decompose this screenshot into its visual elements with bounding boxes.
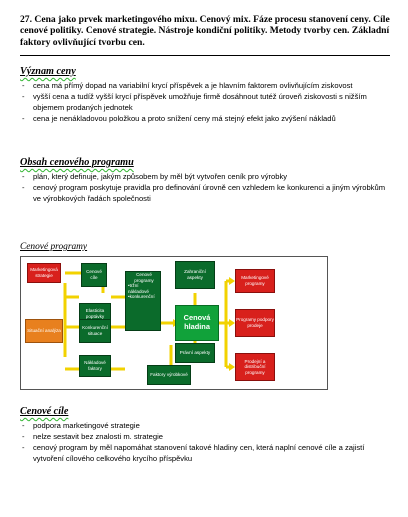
section-heading-vyznam: Význam ceny	[20, 66, 76, 77]
subheading-cenove-programy: Cenové programy	[20, 242, 88, 252]
list-item: - cena má přímý dopad na variabilní krycí příspěvek a je hlavním faktorem ovlivňujícím ziskovost	[20, 80, 392, 91]
box-konkurencni-situace: Konkurenční situace	[79, 319, 111, 343]
box-cenove-programy	[125, 271, 161, 331]
cp-item-trzni: •tržní	[128, 283, 139, 289]
box-situacni-analyza: Situační analýza	[25, 319, 63, 343]
box-marketingove-programy: Marketingové programy	[235, 269, 275, 293]
list-item: - nelze sestavit bez znalosti m. strategie	[20, 431, 392, 442]
title-divider	[20, 55, 390, 56]
box-cenove-cile: Cenové cíle	[81, 263, 107, 287]
list-vyznam	[20, 80, 392, 124]
box-marketingova-strategie: Marketingová strategie	[27, 263, 61, 283]
cp-item-konkurencni: •konkurenční	[128, 294, 155, 300]
section-heading-obsah: Obsah cenového programu	[20, 157, 134, 168]
box-pravni-aspekty: Právní aspekty	[175, 343, 215, 363]
section-heading-cile: Cenové cíle	[20, 406, 69, 417]
box-nakladove-faktory: Nákladové faktory	[79, 355, 111, 377]
list-item: - vyšší cena a tudíž vyšší krycí příspěvek umožňuje firmě dosáhnout tutéž úroveň ziskovosti s nižším objemem prodaných jednotek	[20, 91, 392, 113]
box-cenova-hladina: Cenová hladina	[175, 305, 219, 341]
list-obsah	[20, 171, 392, 204]
box-zahranicni-aspekty: Zahraniční aspekty	[175, 261, 215, 289]
pricing-diagram	[20, 256, 328, 390]
box-prodejni-distribucni: Prodejní a distribuční programy	[235, 353, 275, 381]
list-cile	[20, 420, 392, 464]
cp-item-nakladove: nákladové	[128, 288, 149, 294]
list-item: - cena je nenákladovou položkou a proto snížení ceny má stejný efekt jako zvýšení nákladů	[20, 113, 392, 124]
list-item: - cenový program poskytuje pravidla pro definování úrovně cen vzhledem ke konkurenci a jiným výrobkům ve výrobkových řadách společnosti	[20, 182, 392, 204]
list-item: - plán, který definuje, jakým způsobem by měl být vytvořen ceník pro výrobky	[20, 171, 392, 182]
list-item: - podpora marketingové strategie	[20, 420, 392, 431]
box-programy-podpory-prodeje: Programy podpory prodeje	[235, 309, 275, 337]
box-faktory-vyrobkove: Faktory výrobkové	[147, 365, 191, 385]
page-title: 27. Cena jako prvek marketingového mixu. Cenový mix. Fáze procesu stanovení ceny. Cíle cenové politiky. Cenové strategie. Nástroje kondiční politiky. Metody tvorby cen. Základní faktory ovlivňující tvorbu cen.	[20, 14, 390, 48]
box-elasticita-poptavky: Elasticita poptávky	[79, 303, 111, 325]
list-item: - cenový program by měl napomáhat stanovení takové hladiny cen, která naplní cenové cíle a zajistí vytvoření cílového celkového krycího příspěvku	[20, 442, 392, 464]
cenove-programy-label: Cenové programy	[134, 272, 154, 283]
